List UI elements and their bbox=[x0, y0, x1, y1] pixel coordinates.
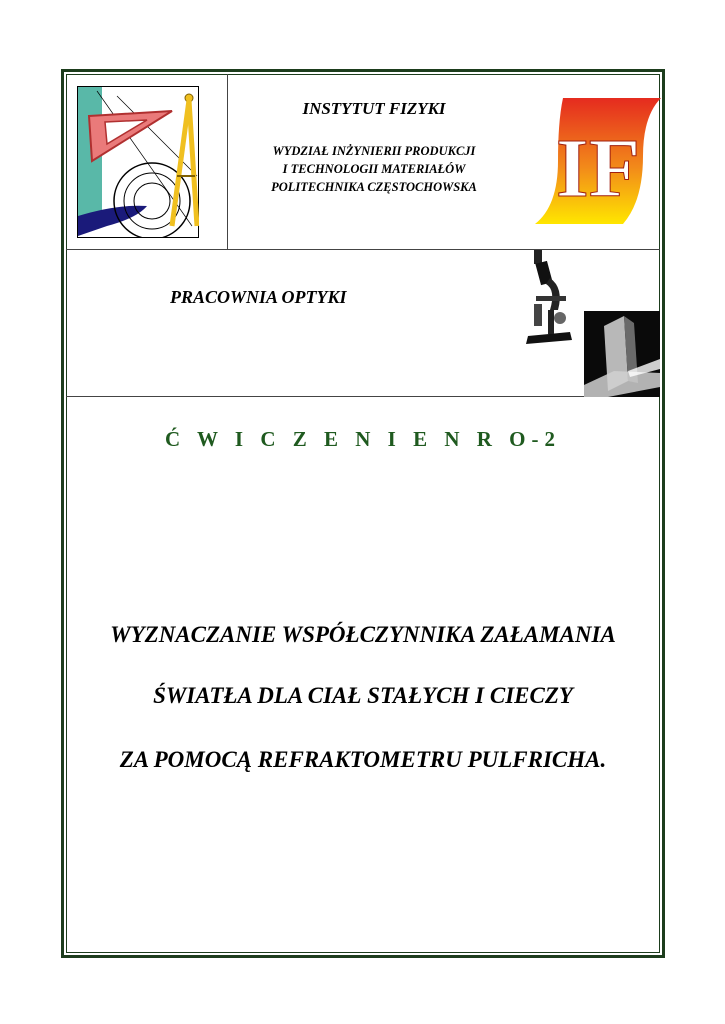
university-name: POLITECHNIKA CZĘSTOCHOWSKA bbox=[271, 180, 477, 194]
divider-lab bbox=[66, 396, 660, 397]
if-logo-text: IF bbox=[556, 122, 640, 215]
institute-name: INSTYTUT FIZYKI bbox=[302, 99, 446, 118]
microscope-icon bbox=[520, 248, 578, 348]
drafting-tools-logo bbox=[77, 86, 199, 238]
exercise-number: Ć W I C Z E N I E N R O-2 bbox=[164, 427, 561, 451]
title-line-1: WYZNACZANIE WSPÓŁCZYNNIKA ZAŁAMANIA bbox=[110, 622, 616, 647]
department-line-1: WYDZIAŁ INŻYNIERII PRODUKCJI bbox=[272, 144, 476, 158]
department-line-2: I TECHNOLOGII MATERIAŁÓW bbox=[282, 162, 466, 176]
title-line-2: ŚWIATŁA DLA CIAŁ STAŁYCH I CIECZY bbox=[153, 683, 573, 708]
divider-logo bbox=[227, 74, 228, 250]
prism-image bbox=[584, 311, 660, 397]
lab-name: PRACOWNIA OPTYKI bbox=[170, 287, 347, 307]
if-logo bbox=[533, 96, 663, 226]
title-line-3: ZA POMOCĄ REFRAKTOMETRU PULFRICHA. bbox=[119, 747, 607, 772]
